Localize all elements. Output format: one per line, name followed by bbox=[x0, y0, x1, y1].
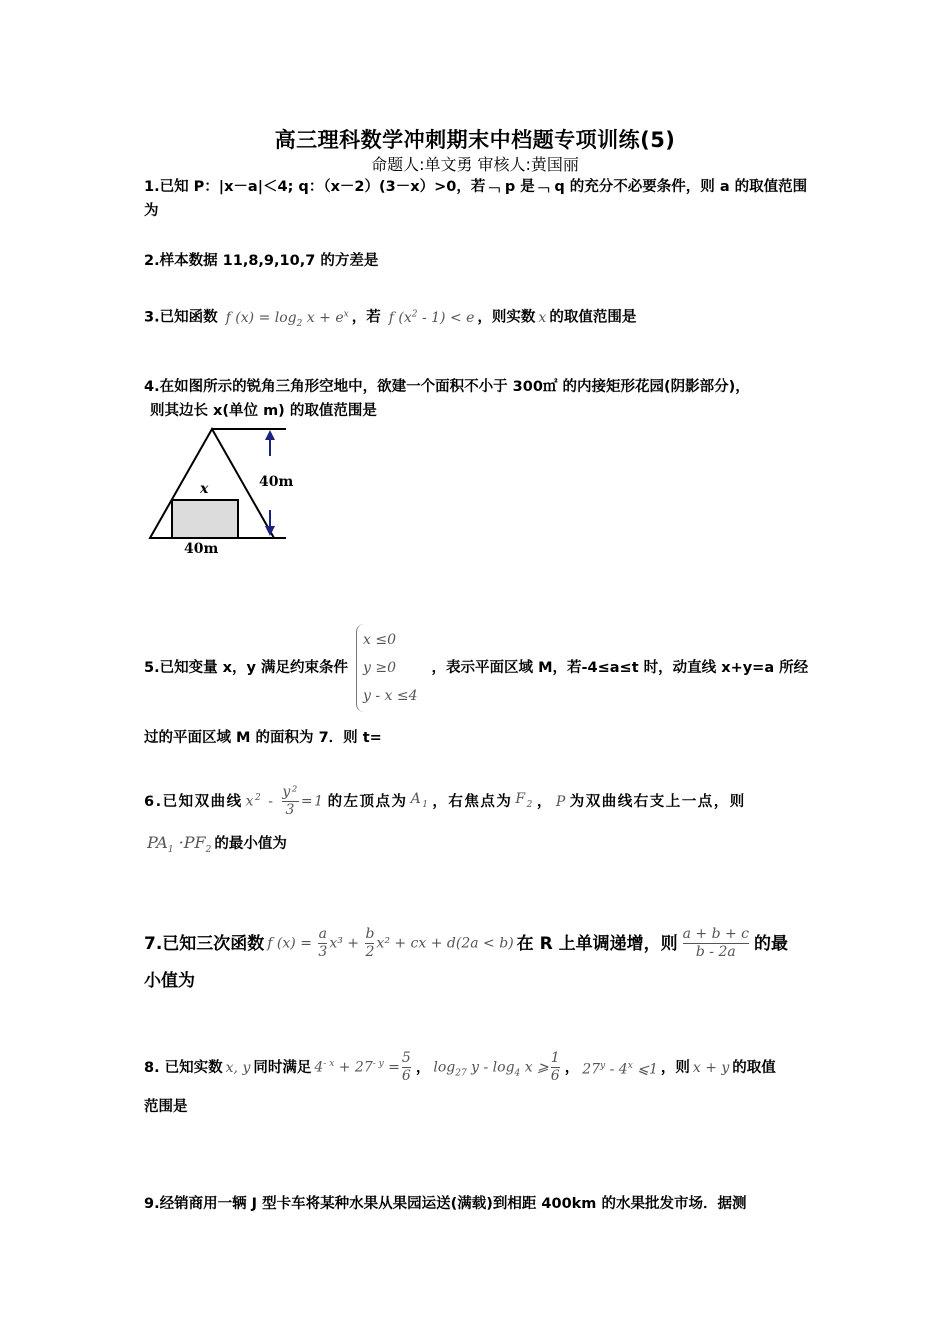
question-5 bbox=[144, 624, 814, 750]
point-p: P bbox=[555, 793, 567, 810]
cubic-function: f (x) = $\frac{a}{3}$ x³ + $\frac{b}{2}$ x² + cx + d(2a < b) bbox=[267, 926, 514, 960]
question-8-line-2: 范围是 bbox=[144, 1099, 188, 1116]
question-5-line-2: 过的平面区域 M 的面积为 7．则 t= bbox=[144, 730, 382, 746]
variables-xy: x, y bbox=[225, 1059, 251, 1076]
question-3-inequality: f $(x^2 - 1) < e$ bbox=[388, 309, 475, 326]
sum-expression: x + y bbox=[692, 1059, 730, 1076]
triangle-figure bbox=[146, 424, 306, 564]
question-3-variable: x bbox=[538, 309, 547, 326]
condition-2: $\log_{27} y - \log_4 x$ ⩾ $\frac{1}{6}$ bbox=[433, 1050, 560, 1084]
constraint-3: y - x ≤4 bbox=[363, 688, 418, 704]
question-4 bbox=[144, 375, 824, 423]
question-3: 3.已知函数 f $(x) = \log_2 x + e^x$ ，若 f $(x^2 - 1) < e$ ，则实数 x 的取值范围是 bbox=[144, 309, 637, 329]
question-9-text: 9.经销商用一辆 J 型卡车将某种水果从果园运送(满载)到相距 400km 的水果批发市场．据测 bbox=[144, 1196, 747, 1212]
question-7-line-2: 小值为 bbox=[144, 971, 195, 991]
question-5-suffix: ，表示平面区域 M，若-4≤a≤t 时，动直线 x+y=a 所经 bbox=[431, 660, 809, 676]
page-subtitle: 命题人:单文勇 审核人:黄国丽 bbox=[371, 155, 579, 174]
constraint-2: y ≥0 bbox=[363, 660, 396, 676]
ratio-expression: $\frac{a + b + c}{b - 2a}$ bbox=[682, 926, 750, 960]
triangle-diagram bbox=[146, 424, 306, 564]
condition-1: $4^{- x} + 27^{- y}$ = $\frac{5}{6}$ bbox=[314, 1050, 411, 1085]
figure-label-base: 40m bbox=[184, 541, 219, 557]
height-arrowhead-up bbox=[265, 430, 275, 440]
point-f2: $F_2$ bbox=[515, 790, 534, 810]
hyperbola-equation: $x^2$ - $\frac{\text{y²}}{3}$ =1 bbox=[245, 784, 325, 818]
height-arrowhead-down bbox=[265, 526, 275, 536]
constraint-system bbox=[356, 624, 424, 712]
question-6-line-2: $PA_1 \cdot PF_2$ 的最小值为 bbox=[144, 831, 814, 862]
question-1-text: 1.已知 P：|x－a|＜4; q：（x－2）(3－x）>0，若﹁ p 是﹁ q 的充分不必要条件，则 a 的取值范围为 bbox=[144, 179, 808, 219]
question-6: 6.已知双曲线 $x^2$ - $\frac{\text{y²}}{3}$ =1 的左顶点为 $A_1$ ，右焦点为 $F_2$ ， P 为双曲线右支上一点，则 $PA_1 \cdot PF_2$ 的最小值为 bbox=[144, 784, 814, 862]
question-4-line-2: 则其边长 x(单位 m) 的取值范围是 bbox=[150, 403, 377, 419]
question-2 bbox=[144, 249, 814, 273]
point-a1: $A_1$ bbox=[410, 790, 430, 810]
question-3-function: f $(x) = \log_2 x + e^x$ bbox=[225, 309, 349, 329]
figure-label-height: 40m bbox=[259, 474, 294, 490]
question-5-prefix: 5.已知变量 x，y 满足约束条件 bbox=[144, 660, 348, 676]
question-2-text: 2.样本数据 11,8,9,10,7 的方差是 bbox=[144, 253, 379, 269]
condition-3: 27$^y$ - 4$^x$ ⩽1 bbox=[582, 1060, 658, 1078]
figure-label-x: x bbox=[200, 481, 209, 497]
question-8: 8. 已知实数 x, y 同时满足 $4^{- x} + 27^{- y}$ = $\frac{5}{6}$ ， $\log_{27} y - \log_4 x$ ⩾ $\frac{1}{6}$ ， 27$^y$ - 4$^x$ ⩽1 ，则 x + y 的取值 范围是 bbox=[144, 1050, 819, 1119]
page-title: 高三理科数学冲刺期末中档题专项训练(5) bbox=[274, 128, 676, 152]
question-1 bbox=[144, 175, 814, 223]
constraint-1: x ≤0 bbox=[363, 632, 396, 648]
question-3-prefix: 3.已知函数 bbox=[144, 309, 218, 326]
dot-product-expression: $PA_1 \cdot PF_2$ bbox=[147, 833, 212, 856]
question-7: 7.已知三次函数 f (x) = $\frac{a}{3}$ x³ + $\frac{b}{2}$ x² + cx + d(2a < b) 在 R 上单调递增，则 $\frac{a + b + c}{b - 2a}$ 的最 小值为 bbox=[144, 926, 814, 995]
shaded-rectangle bbox=[172, 500, 238, 538]
question-4-line-1: 4.在如图所示的锐角三角形空地中，欲建一个面积不小于 300㎡ 的内接矩形花园(阴影部分)， bbox=[144, 379, 750, 395]
question-9 bbox=[144, 1192, 824, 1216]
